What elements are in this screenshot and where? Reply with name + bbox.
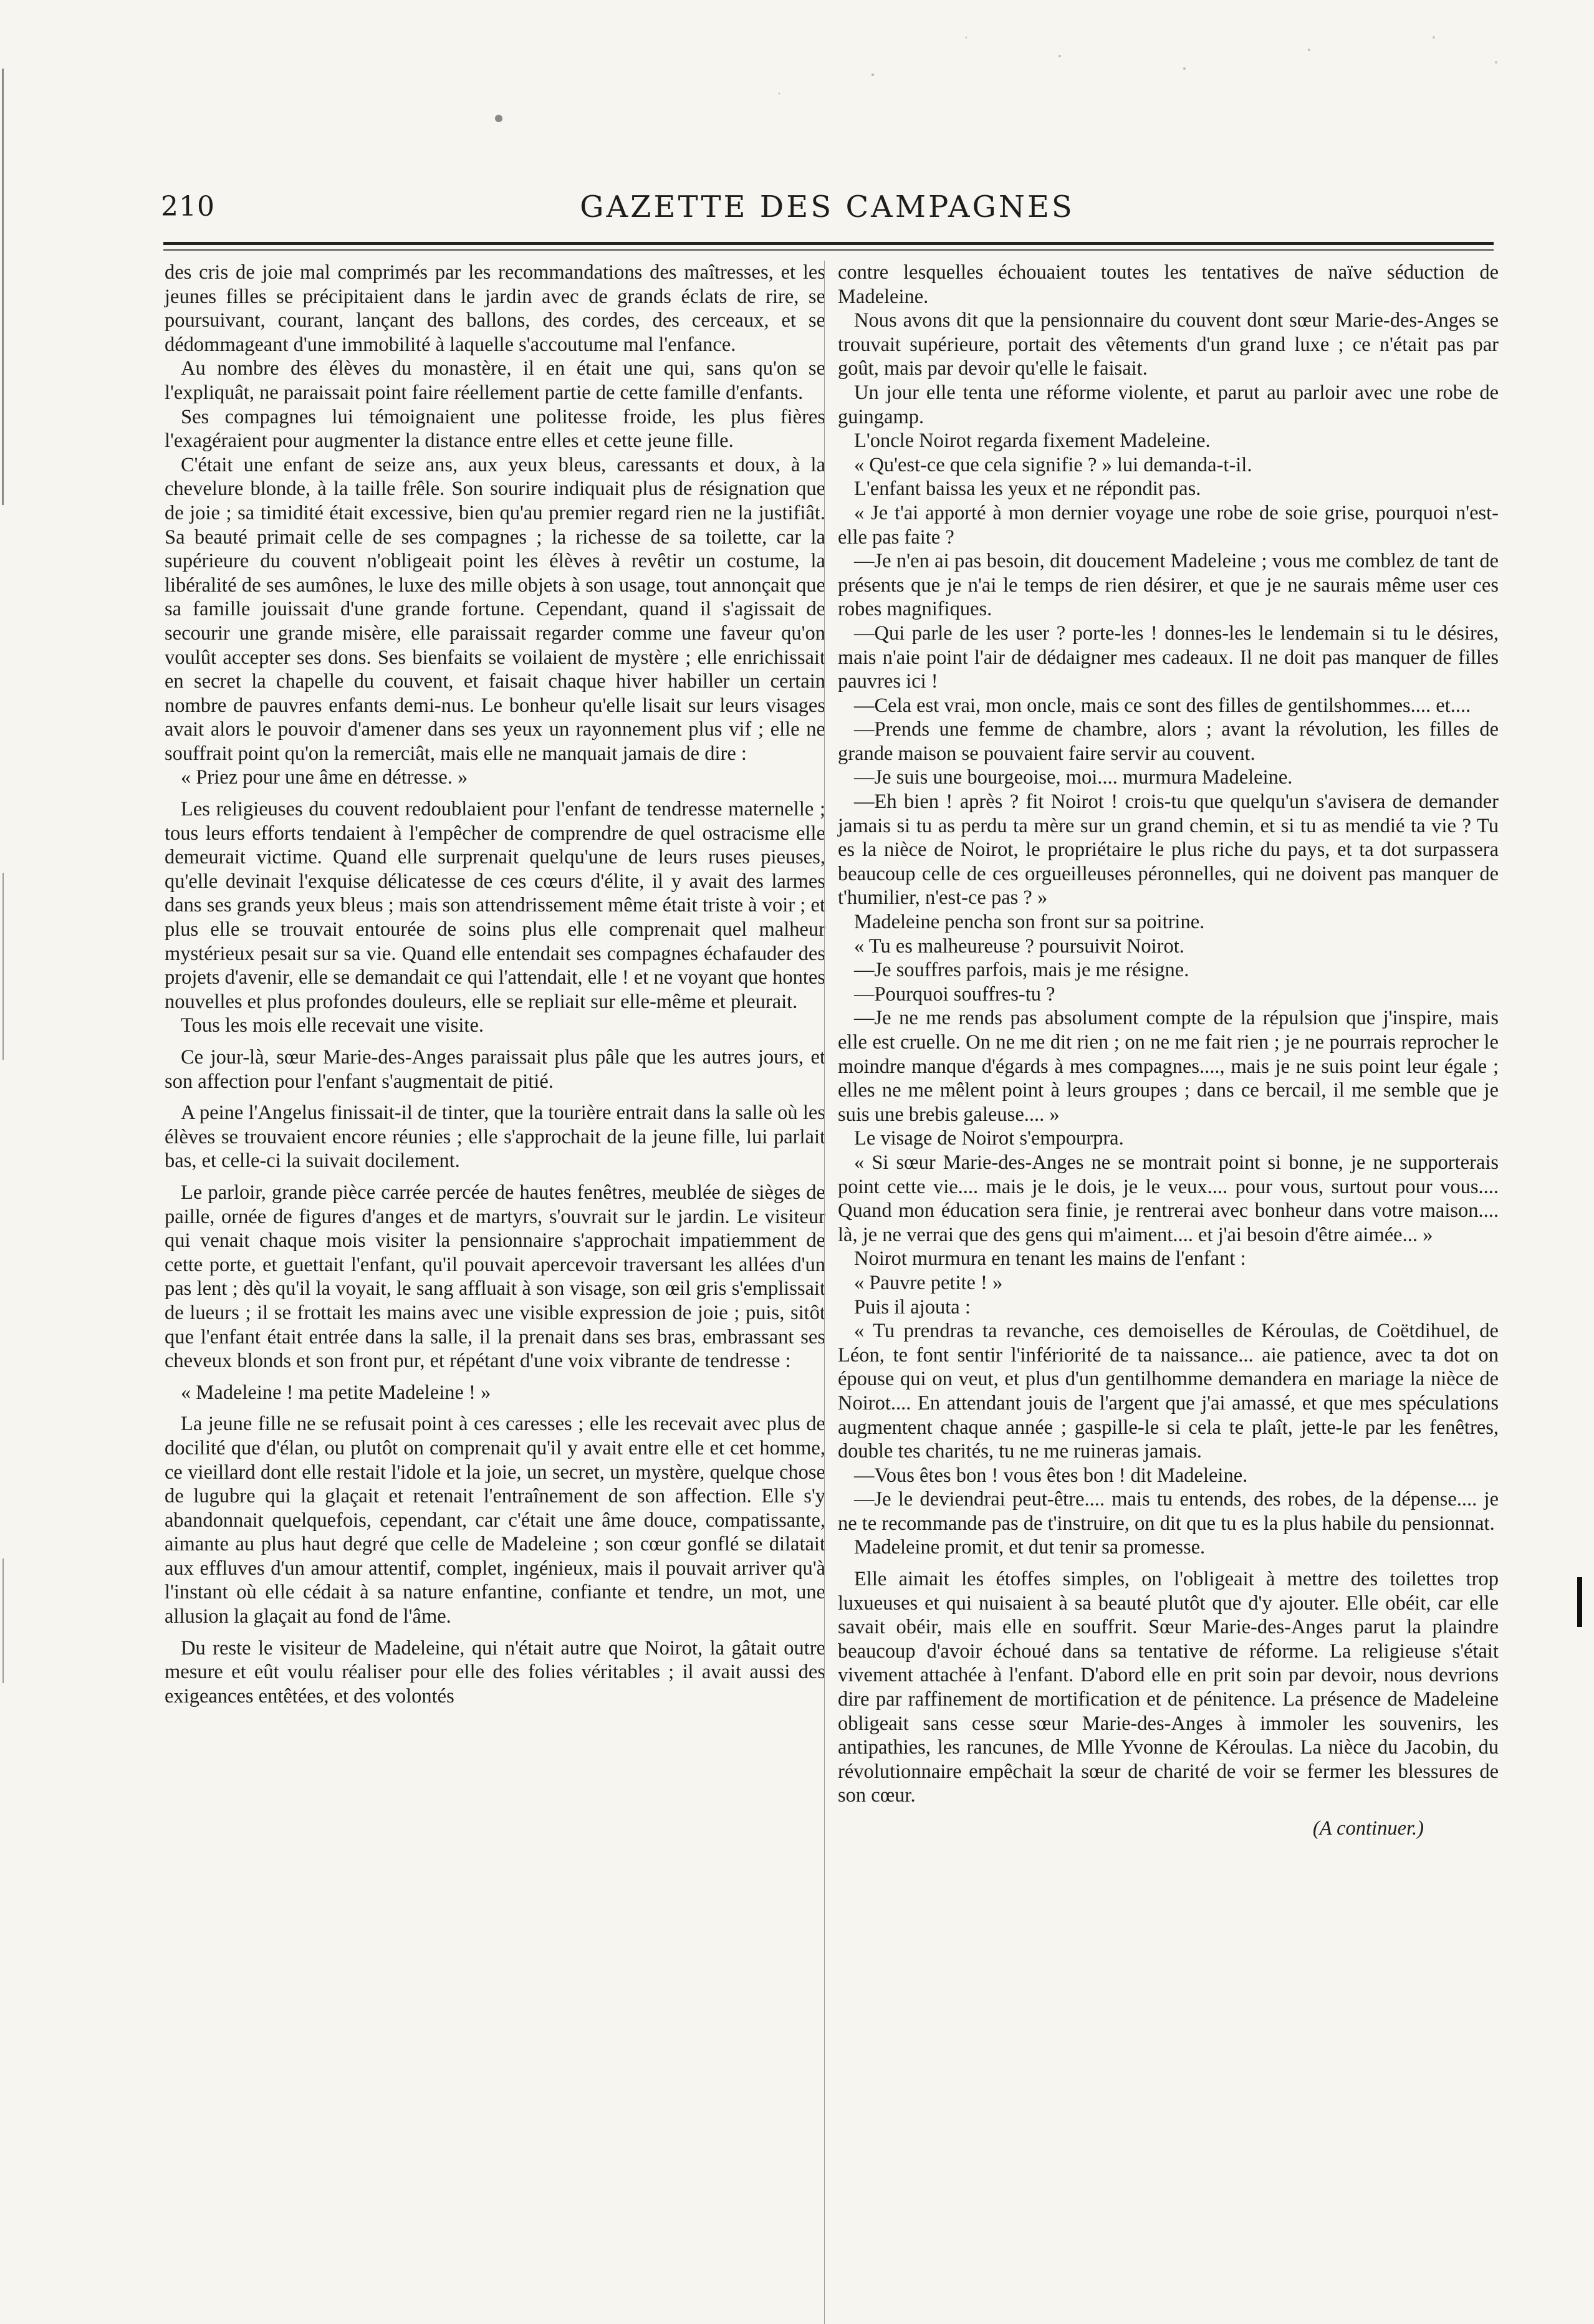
paragraph: —Je ne me rends pas absolument compte de la répulsion que j'inspire, mais elle est cruelle. On ne me dit rien ; on ne me fait rien ; je ne pourrais reprocher le moindre manque d'égards à mes compagnes...., mais je ne suis point leur égale ; elles ne me mêlent point à leurs groupes ; dans ce bercail, il me semble que je suis une brebis galeuse.... » (838, 1007, 1499, 1126)
left-column (165, 261, 825, 1708)
paragraph: Nous avons dit que la pensionnaire du couvent dont sœur Marie-des-Anges se trouvait supérieure, portait des vêtements d'un grand luxe ; ce n'était pas par goût, mais par devoir qu'elle le faisait. (838, 309, 1499, 380)
paragraph: Elle aimait les étoffes simples, on l'obligeait à mettre des toilettes trop luxueuses et qui nuisaient à sa beauté plutôt que d'y ajouter. Elle obéit, car elle savait obéir, mais elle en souffrit. Sœur Marie-des-Anges parut la plaindre beaucoup d'avoir échoué dans sa tentative de réforme. La religieuse s'était vivement attachée à l'enfant. D'abord elle en prit soin par devoir, nous devrions dire par raffinement de mortification et de pénitence. La présence de Madeleine obligeait sans cesse sœur Marie-des-Anges à immoler les souvenirs, les antipathies, les rancunes, de Mlle Yvonne de Kéroulas. La nièce du Jacobin, du révolutionnaire empêchait la sœur de charité de voir se fermer les blessures de son cœur. (838, 1568, 1499, 1807)
paragraph: —Je souffres parfois, mais je me résigne. (854, 959, 1189, 982)
paragraph: Madeleine pencha son front sur sa poitrine. (854, 911, 1205, 934)
paragraph: « Tu prendras ta revanche, ces demoiselles de Kéroulas, de Coëtdihuel, de Léon, te font sentir l'infériorité de ta naissance... aie patience, avec ta dot on épouse qui on veut, et plus d'un gentilhomme demandera en mariage la nièce de Noirot.... En attendant jouis de l'argent que j'ai amassé, et que mes spéculations augmentent chaque année ; gaspille-le si cela te plaît, jette-le par les fenêtres, double tes charités, tu ne me ruineras jamais. (838, 1320, 1499, 1463)
right-column (838, 261, 1499, 1841)
newspaper-title: GAZETTE DES CAMPAGNES (580, 190, 1075, 224)
column-divider (824, 261, 825, 2324)
paragraph: Ses compagnes lui témoignaient une politesse froide, les plus fières l'exagéraient pour augmenter la distance entre elles et cette jeune fille. (165, 405, 825, 453)
paragraph: Tous les mois elle recevait une visite. (181, 1014, 484, 1037)
paragraph: « Qu'est-ce que cela signifie ? » lui demanda-t-il. (854, 453, 1252, 476)
paragraph: Madeleine promit, et dut tenir sa promesse. (854, 1536, 1206, 1559)
paragraph: Le parloir, grande pièce carrée percée de hautes fenêtres, meublée de sièges de paille, ornée de figures d'anges et de martyrs, s'ouvrait sur le jardin. Le visiteur qui venait chaque mois visiter la pensionnaire s'approchait impatiemment de cette porte, et guettait l'enfant, qu'il pouvait apercevoir traversant les allées d'un pas lent ; dès qu'il la voyait, le sang affluait à son visage, son œil gris s'emplissait de lueurs ; il se frottait les mains avec une visible expression de joie ; puis, sitôt que l'enfant était entrée dans la salle, il la prenait dans ses bras, embrassant ses cheveux blonds et son front pur, et répétant d'une voix vibrante de tendresse : (165, 1181, 825, 1373)
paragraph: « Tu es malheureuse ? poursuivit Noirot. (854, 934, 1184, 958)
scan-speckle-texture (0, 0, 1594, 187)
paragraph: Au nombre des élèves du monastère, il en était une qui, sans qu'on se l'expliquât, ne paraissait point faire réellement partie de cette famille d'enfants. (165, 357, 825, 404)
paragraph: « Priez pour une âme en détresse. » (181, 766, 468, 789)
paragraph: —Eh bien ! après ? fit Noirot ! crois-tu que quelqu'un s'avisera de demander jamais si tu as perdu ta mère sur un grand chemin, et si tu as mendié ta vie ? Tu es la nièce de Noirot, le propriétaire le plus riche du pays, et ta dot surpassera beaucoup celle de ces orgueilleuses péronnelles, qui ne doivent pas manquer de t'humilier, n'est-ce pas ? » (838, 790, 1499, 910)
paragraph: A peine l'Angelus finissait-il de tinter, que la tourière entrait dans la salle où les élèves se trouvaient encore réunies ; elle s'approchait de la jeune fille, lui parlait bas, et celle-ci la suivait docilement. (165, 1102, 825, 1173)
paragraph: contre lesquelles échouaient toutes les tentatives de naïve séduction de Madeleine. (838, 261, 1499, 308)
paragraph: —Je n'en ai pas besoin, dit doucement Madeleine ; vous me comblez de tant de présents que je n'ai le temps de rien désirer, et que je ne saurais même user ces robes magnifiques. (838, 550, 1499, 621)
paragraph: —Qui parle de les user ? porte-les ! donnes-les le lendemain si tu le désires, mais n'aie point l'air de dédaigner mes cadeaux. Il ne doit pas manquer de filles pauvres ici ! (838, 622, 1499, 693)
paragraph: Le visage de Noirot s'empourpra. (854, 1127, 1124, 1150)
paragraph: Du reste le visiteur de Madeleine, qui n'était autre que Noirot, la gâtait outre mesure et eût voulu réaliser pour elle des folies véritables ; il avait aussi des exigeances entêtées, et des volontés (165, 1636, 825, 1707)
paragraph: —Prends une femme de chambre, alors ; avant la révolution, les filles de grande maison se pouvaient faire servir au couvent. (838, 718, 1499, 765)
paragraph: Puis il ajouta : (854, 1295, 971, 1318)
margin-ink-mark (1577, 1577, 1582, 1627)
paragraph: L'enfant baissa les yeux et ne répondit pas. (854, 478, 1201, 501)
paragraph: des cris de joie mal comprimés par les recommandations des maîtresses, et les jeunes filles se précipitaient dans le jardin avec de grands éclats de rire, se poursuivant, courant, lançant des ballons, des cordes, des cerceaux, et se dédommageant d'une immobilité à laquelle s'accoutume mal l'enfance. (165, 261, 825, 356)
paragraph: —Cela est vrai, mon oncle, mais ce sont des filles de gentilshommes.... et.... (854, 694, 1471, 717)
page-number: 210 (161, 191, 215, 223)
paragraph: —Pourquoi souffres-tu ? (854, 982, 1055, 1006)
continuation-note: (A continuer.) (1312, 1817, 1424, 1840)
paragraph: Ce jour-là, sœur Marie-des-Anges paraissait plus pâle que les autres jours, et son affection pour l'enfant s'augmentait de pitié. (165, 1046, 825, 1093)
paragraph: Les religieuses du couvent redoublaient pour l'enfant de tendresse maternelle ; tous leurs efforts tendaient à l'empêcher de comprendre de quel ostracisme elle demeurait victime. Quand elle surprenait quelqu'une de leurs ruses pieuses, qu'elle devinait l'exquise délicatesse de ces cœurs d'élite, il y avait des larmes dans ses grands yeux bleus ; mais son attendrissement même était triste à voir ; et plus elle se trouvait entourée de soins plus elle comprenait quel malheur mystérieux pesait sur sa vie. Quand elle entendait ses compagnes échafauder des projets d'avenir, elle se demandait ce qui l'attendait, elle ! et ne voyant que hontes nouvelles et plus profondes douleurs, elle se repliait sur elle-même et pleurait. (165, 798, 825, 1013)
paragraph: C'était une enfant de seize ans, aux yeux bleus, caressants et doux, à la chevelure blonde, à la taille frêle. Son sourire indiquait plus de résignation que de joie ; sa timidité était excessive, bien qu'au premier regard rien ne la justifiât. Sa beauté primait celle de ses compagnes ; la richesse de sa toilette, car la supérieure du couvent n'obligeait point les élèves à revêtir un costume, la libéralité de ses aumônes, le luxe des mille objets à son usage, tout annonçait que sa famille jouissait d'une grande fortune. Cependant, quand il s'agissait de secourir une grande misère, elle paraissait regarder comme une faveur qu'on voulût accepter ses dons. Ses bienfaits se voilaient de mystère ; elle enrichissait en secret la chapelle du couvent, et faisait chaque hiver habiller un certain nombre de pauvres enfants demi-nus. Le bonheur qu'elle lisait sur leurs visages avait alors le pouvoir d'amener dans ses yeux un rayonnement plus vif ; elle ne souffrait point qu'on la remerciât, mais elle ne manquait jamais de dire : (165, 453, 825, 765)
paragraph: « Je t'ai apporté à mon dernier voyage une robe de soie grise, pourquoi n'est-elle pas faite ? (838, 501, 1499, 549)
paragraph: —Vous êtes bon ! vous êtes bon ! dit Madeleine. (854, 1464, 1248, 1487)
paragraph: —Je le deviendrai peut-être.... mais tu entends, des robes, de la dépense.... je ne te recommande pas de t'instruire, on dit que tu es la plus habile du pensionnat. (838, 1488, 1499, 1535)
paragraph: —Je suis une bourgeoise, moi.... murmura Madeleine. (854, 766, 1293, 789)
paragraph: « Pauvre petite ! » (854, 1271, 1003, 1294)
left-edge-binding-marks (0, 0, 9, 2176)
paragraph: Noirot murmura en tenant les mains de l'enfant : (854, 1247, 1246, 1270)
header-rule-thick (163, 242, 1494, 245)
paragraph: « Madeleine ! ma petite Madeleine ! » (181, 1381, 491, 1404)
paragraph: L'oncle Noirot regarda fixement Madeleine. (854, 430, 1211, 453)
header-rule-thin (163, 249, 1494, 251)
paragraph: La jeune fille ne se refusait point à ces caresses ; elle les recevait avec plus de docilité que d'élan, ou plutôt on comprenait qu'il y avait entre elle et cet homme, ce vieillard dont elle restait l'idole et la joie, un secret, un mystère, quelque chose de lugubre qui la glaçait et retenait l'entraînement de son affection. Elle s'y abandonnait quelquefois, cependant, car c'était une âme douce, compatissante, aimante au plus haut degré que celle de Madeleine ; son cœur gonflé se dilatait aux effluves d'un amour attentif, complet, ingénieux, mais il pouvait arriver qu'à l'instant où elle cédait à sa nature enfantine, confiante et tendre, un mot, une allusion la glaçait au fond de l'âme. (165, 1413, 825, 1628)
paragraph: « Si sœur Marie-des-Anges ne se montrait point si bonne, je ne supporterais point cette vie.... mais je le dois, je le veux.... pour vous, surtout pour vous.... Quand mon éducation sera finie, je rentrerai avec bonheur dans votre maison.... là, je ne verrai que des gens qui m'aiment.... et j'ai besoin d'être aimée... » (838, 1151, 1499, 1246)
paragraph: Un jour elle tenta une réforme violente, et parut au parloir avec une robe de guingamp. (838, 381, 1499, 428)
page-header (161, 187, 1494, 232)
